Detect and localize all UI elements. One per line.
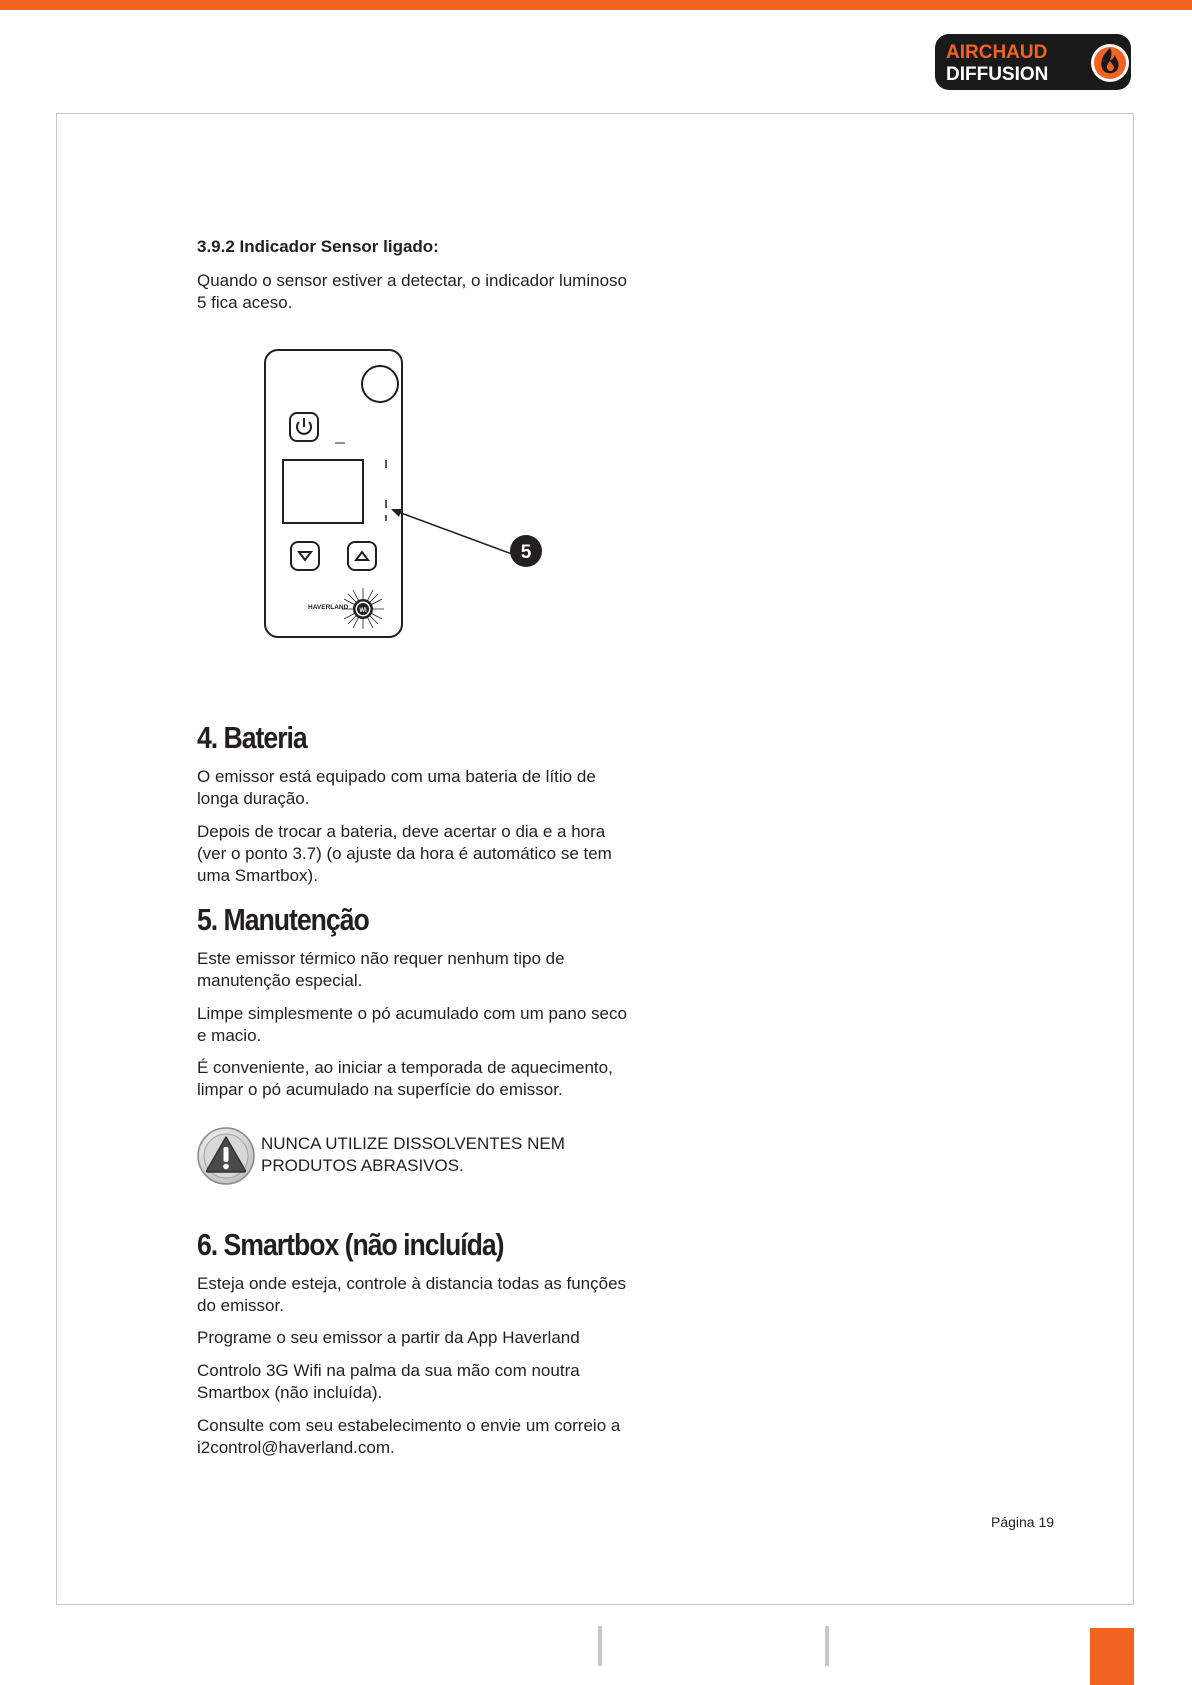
section-5-paragraph-1: Este emissor térmico não requer nenhum tipo de manutenção especial. — [197, 949, 565, 990]
logo-line1: AIRCHAUD — [946, 42, 1048, 63]
callout-5-label: 5 — [520, 542, 532, 563]
section-4-title: 4. Bateria — [197, 720, 307, 755]
footer-accent-block — [1090, 1628, 1134, 1685]
section-6-paragraph-4: Consulte com seu estabelecimento o envie um correio a i2control@haverland.com. — [197, 1416, 621, 1457]
section-6-paragraph-1: Esteja onde esteja, controle à distancia todas as funções do emissor. — [197, 1274, 627, 1315]
warning-icon — [196, 1126, 256, 1186]
logo-line2: DIFFUSION — [946, 64, 1049, 85]
page-number: Página 19 — [991, 1514, 1055, 1530]
section-5-paragraph-2: Limpe simplesmente o pó acumulado com um pano seco e macio. — [197, 1004, 627, 1045]
thermostat-figure — [250, 345, 570, 645]
section-4-paragraph-2: Depois de trocar a bateria, deve acertar o dia e a hora (ver o ponto 3.7) (o ajuste da hora é automático se tem uma Smartbox). — [197, 822, 612, 885]
footer-divider-2 — [825, 1626, 829, 1666]
haverland-label: HAVERLAND — [308, 604, 349, 611]
chevron-down-icon — [291, 542, 319, 570]
section-6-paragraph-3: Controlo 3G Wifi na palma da sua mão com noutra Smartbox (não incluída). — [197, 1361, 580, 1402]
footer-divider-1 — [598, 1626, 602, 1666]
section-5-paragraph-3: É conveniente, ao iniciar a temporada de aquecimento, limpar o pó acumulado na superfície do emissor. — [197, 1058, 613, 1099]
power-icon — [290, 413, 318, 441]
flame-icon — [1091, 44, 1129, 82]
section-6-paragraph-2: Programe o seu emissor a partir da App Haverland — [197, 1328, 580, 1347]
warning-text: NUNCA UTILIZE DISSOLVENTES NEM PRODUTOS ABRASIVOS. — [261, 1134, 565, 1175]
top-accent-bar — [0, 0, 1192, 10]
chevron-up-icon — [348, 542, 376, 570]
svg-text:Wi: Wi — [359, 608, 367, 614]
section-392-body: Quando o sensor estiver a detectar, o indicador luminoso 5 fica aceso. — [197, 271, 627, 312]
section-6-title: 6. Smartbox (não incluída) — [197, 1227, 504, 1262]
section-5-title: 5. Manutenção — [197, 902, 369, 937]
airchaud-diffusion-logo — [934, 33, 1134, 91]
section-4-paragraph-1: O emissor está equipado com uma bateria de lítio de longa duração. — [197, 767, 596, 808]
display-screen — [283, 460, 363, 523]
section-392-heading: 3.9.2 Indicador Sensor ligado: — [197, 237, 439, 256]
sensor-circle — [362, 366, 398, 402]
